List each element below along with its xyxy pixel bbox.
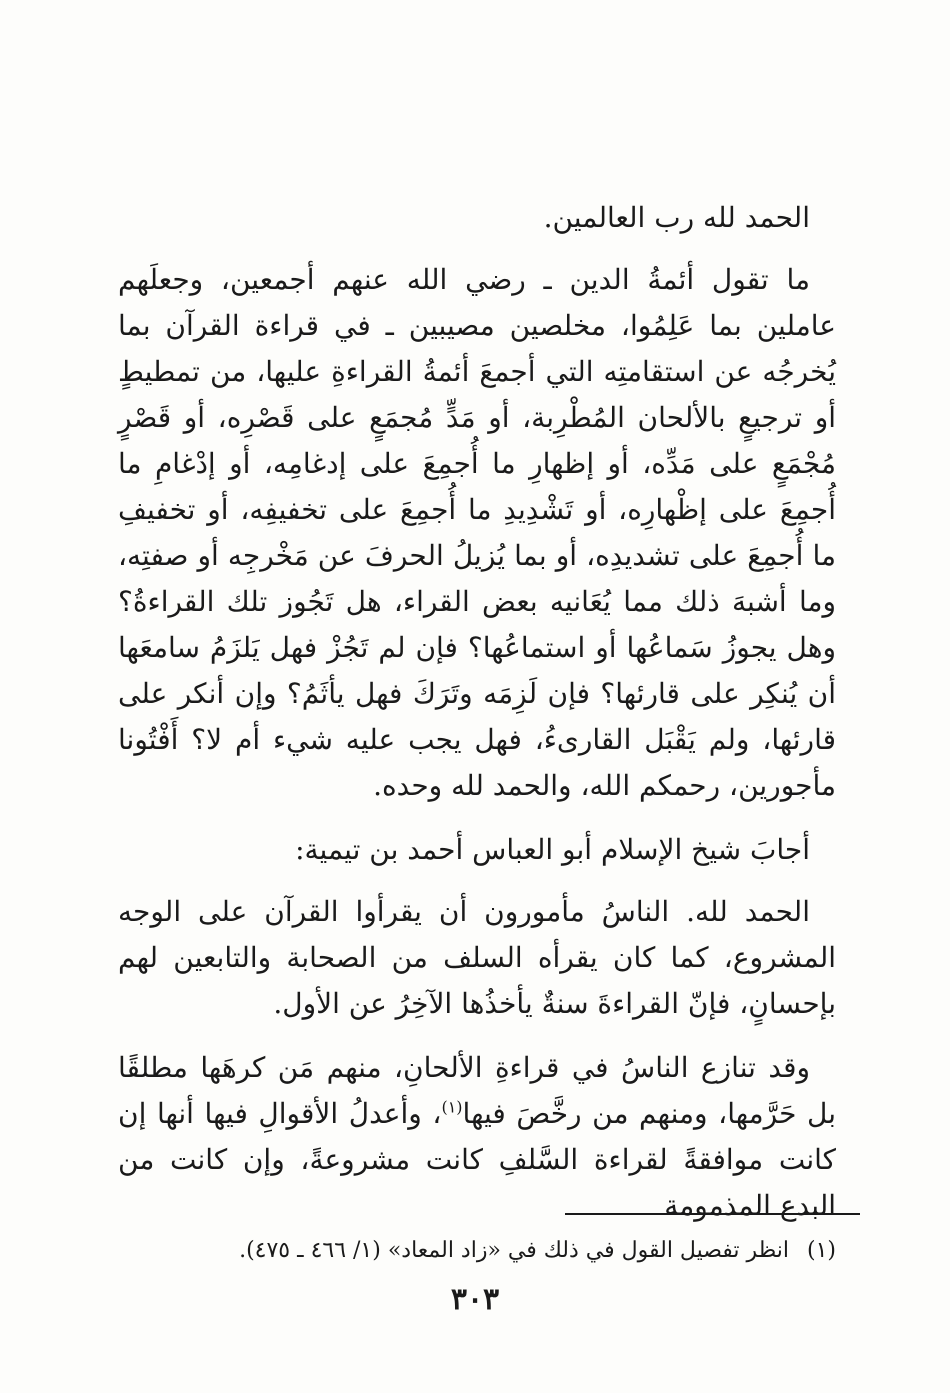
- footnote-text: انظر تفصيل القول في ذلك في «زاد المعاد» (١/ ٤٦٦ ـ ٤٧٥).: [239, 1238, 789, 1263]
- footnote-reference: (١): [441, 1097, 463, 1117]
- question-paragraph: ما تقول أئمةُ الدين ـ رضي الله عنهم أجمعين، وجعلَهم عاملين بما عَلِمُوا، مخلصين مصيبين ـ في قراءة القرآن بما يُخرجُه عن استقامتِه التي أجمعَ أئمةُ القراءةِ عليها، من تمطيطٍ أو ترجيعٍ بالألحان المُطْرِبة، أو مَدٍّ مُجمَعٍ على قَصْرِه، أو قَصْرٍ مُجْمَعٍ على مَدِّه، أو إظهارِ ما أُجمِعَ على إدغامِه، أو إدْغامِ ما أُجمِعَ على إظْهارِه، أو تَشْدِيدِ ما أُجمِعَ على تخفيفِه، أو تخفيفِ ما أُجمِعَ على تشديدِه، أو بما يُزيلُ الحرفَ عن مَخْرجِه أو صفتِه، وما أشبهَ ذلك مما يُعَانيه بعض القراء، هل تَجُوز تلك القراءةُ؟ وهل يجوزُ سَماعُها أو استماعُها؟ فإن لم تَجُزْ فهل يَلزَمُ سامعَها أن يُنكِر على قارئها؟ فإن لَزِمَه وتَرَكَ فهل يأثَمُ؟ وإن أنكر على قارئها، ولم يَقْبَل القارىءُ، فهل يجب عليه شيء أم لا؟ أَفْتُونا مأجورين، رحمكم الله، والحمد لله وحده.: [118, 263, 836, 802]
- answer-paragraph-2: [118, 1045, 836, 1229]
- answer-paragraph-2-text-b: ، وأعدلُ الأقوالِ فيها أنها إن كانت موافقةً لقراءة السَّلفِ كانت مشروعةً، وإن كانت من البدع المذمومة: [118, 1097, 836, 1222]
- answer-paragraph-2-text-a: وقد تنازع الناسُ في قراءةِ الألحانِ، منهم مَن كرهَها مطلقًا بل حَرَّمها، ومنهم من رخَّصَ فيها: [118, 1051, 836, 1130]
- opening-line: الحمد لله رب العالمين.: [543, 201, 810, 234]
- page-number: ٣٠٣: [450, 1282, 500, 1317]
- footnote-separator: [565, 1213, 860, 1215]
- footnote-number: (١): [806, 1238, 836, 1263]
- answer-paragraph-1: الحمد لله. الناسُ مأمورون أن يقرأوا القرآن على الوجه المشروع، كما كان يقرأه السلف من الصحابة والتابعين لهم بإحسانٍ، فإنّ القراءةَ سنةٌ يأخذُها الآخِرُ عن الأول.: [118, 895, 836, 1020]
- answer-heading: أجابَ شيخ الإسلام أبو العباس أحمد بن تيمية:: [295, 833, 810, 866]
- main-text: [118, 195, 836, 1247]
- footnote: [118, 1234, 836, 1268]
